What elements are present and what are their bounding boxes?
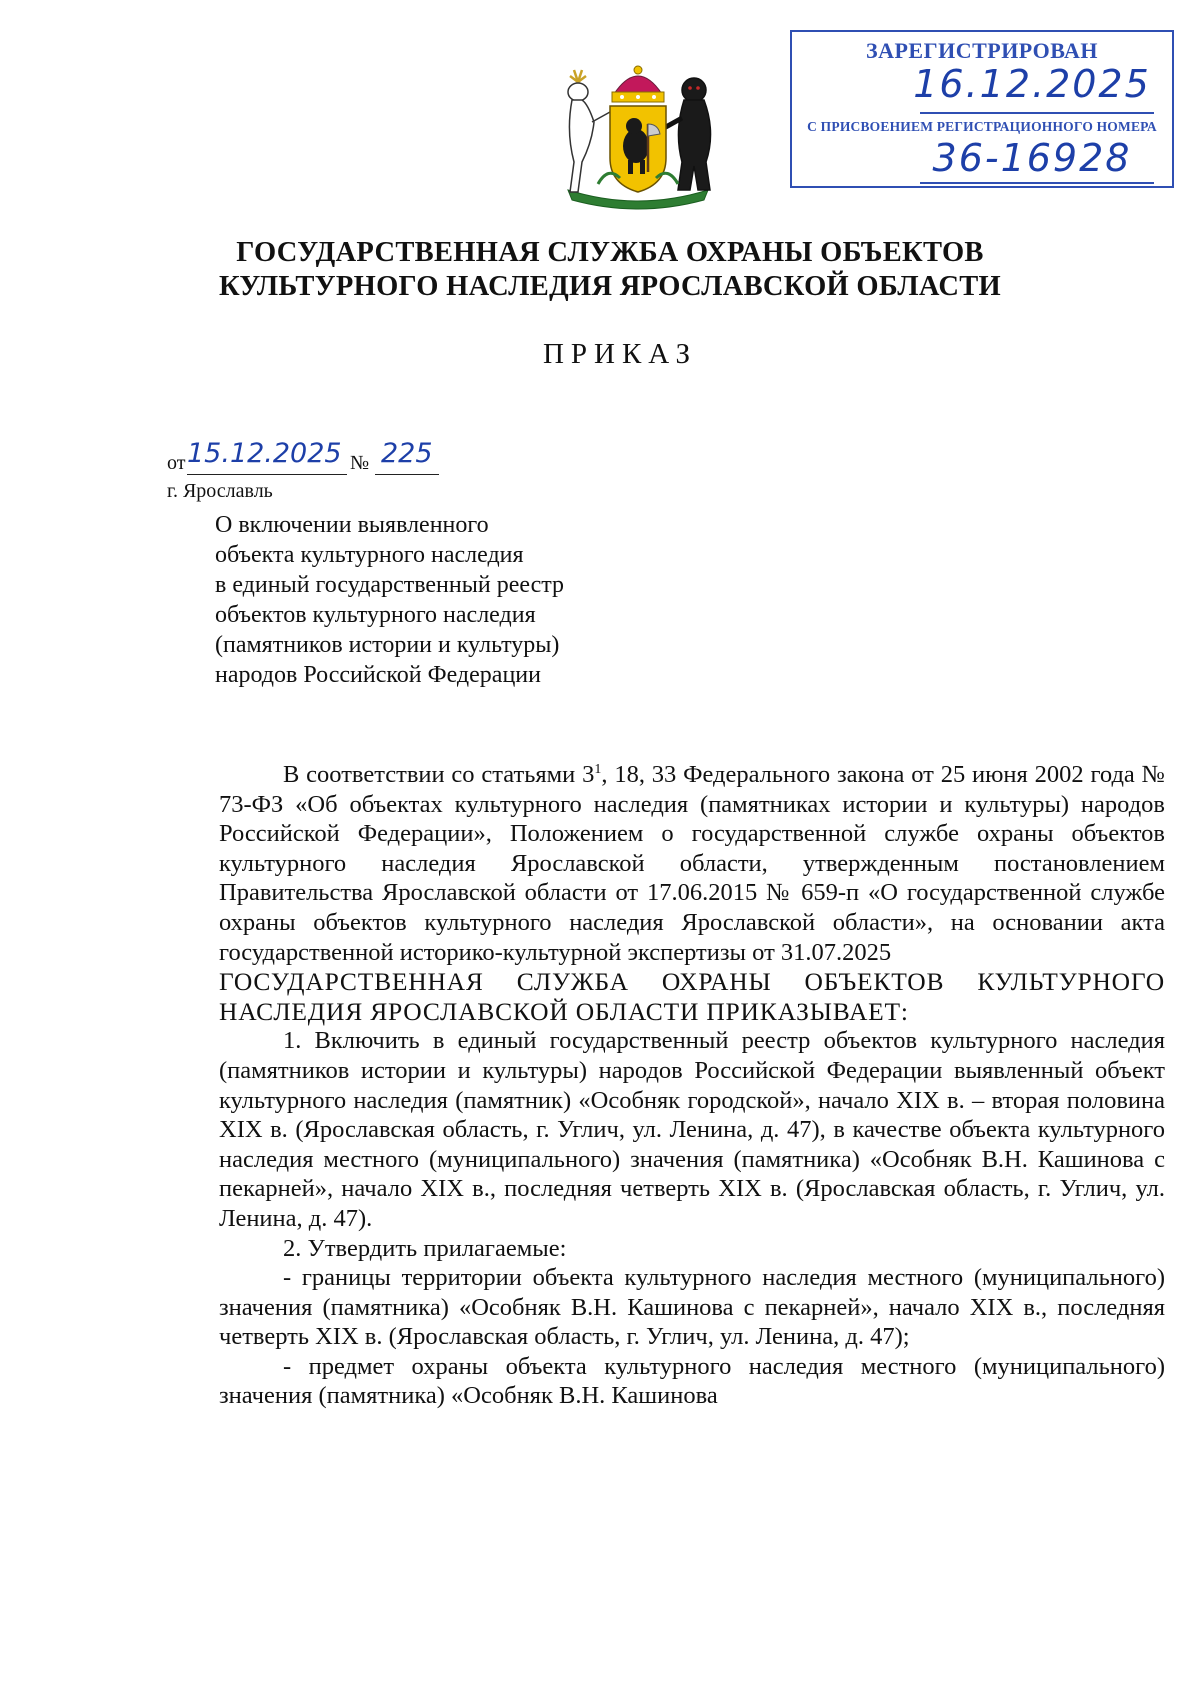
stamp-divider	[920, 112, 1154, 114]
stamp-title: ЗАРЕГИСТРИРОВАН	[865, 38, 1099, 63]
registration-stamp	[790, 30, 1174, 188]
article-superscript: 1	[594, 761, 602, 777]
subject-line: объекта культурного наследия	[215, 542, 524, 568]
yaroslavl-coat-of-arms-icon	[548, 62, 728, 212]
subject-line: народов Российской Федерации	[215, 662, 541, 688]
number-label: №	[350, 452, 370, 474]
order-item-2: 2. Утвердить прилагаемые:	[283, 1234, 567, 1262]
subject-line: объектов культурного наследия	[215, 602, 536, 628]
subject-line: (памятников истории и культуры)	[215, 632, 560, 658]
order-subitem-protection-subject: - предмет охраны объекта культурного наследия местного (муниципального) значения (памятника) «Особняк В.Н. Кашинова	[219, 1352, 1165, 1410]
preamble-text: , 18, 33 Федерального закона от 25 июня 2002 года № 73-ФЗ «Об объектах культурного наследия (памятниках истории и культуры) народов Российской Федерации», Положением о государственной службе охраны объектов культурного наследия Ярославской области, утвержденным постановлением Правительства Ярославской области от 17.06.2015 № 659-п «О государственной службе охраны объектов культурного наследия Ярославской области», на основании акта государственной историко-культурной экспертизы от 31.07.2025	[219, 761, 1165, 966]
organization-title-line: ГОСУДАРСТВЕННАЯ СЛУЖБА ОХРАНЫ ОБЪЕКТОВ	[236, 237, 984, 268]
order-body	[219, 760, 1165, 1411]
order-date-number	[167, 440, 507, 476]
city: г. Ярославль	[167, 480, 273, 502]
preamble-paragraph	[219, 760, 1165, 967]
stamp-subtitle: С ПРИСВОЕНИЕМ РЕГИСТРАЦИОННОГО НОМЕРА	[807, 119, 1157, 134]
subject-line: в единый государственный реестр	[215, 572, 565, 598]
organization-title	[120, 236, 1100, 304]
stamp-number: 36-16928	[932, 136, 1132, 180]
stamp-divider	[920, 182, 1154, 184]
ordering-clause: ГОСУДАРСТВЕННАЯ СЛУЖБА ОХРАНЫ ОБЪЕКТОВ КУЛЬТУРНОГО НАСЛЕДИЯ ЯРОСЛАВСКОЙ ОБЛАСТИ ПРИКАЗЫВАЕТ:	[219, 967, 1165, 1026]
order-subject	[215, 510, 695, 690]
order-item-1: 1. Включить в единый государственный реестр объектов культурного наследия (памятников истории и культуры) народов Российской Федерации выявленный объект культурного наследия (памятник) «Особняк городской», начало XIX в. – вторая половина XIX в. (Ярославская область, г. Углич, ул. Ленина, д. 47), в качестве объекта культурного наследия местного (муниципального) значения (памятника) «Особняк В.Н. Кашинова с пекарней», начало XIX в., последняя четверть XIX в. (Ярославская область, г. Углич, ул. Ленина, д. 47).	[219, 1027, 1165, 1232]
preamble-text: В соответствии со статьями 3	[283, 761, 595, 788]
subject-line: О включении выявленного	[215, 512, 489, 538]
date-underline	[187, 474, 347, 475]
order-date: 15.12.2025	[187, 438, 342, 469]
from-label: от	[167, 452, 186, 474]
order-subitem-territory: - границы территории объекта культурного наследия местного (муниципального) значения (памятника) «Особняк В.Н. Кашинова с пекарней», начало XIX в., последняя четверть XIX в. (Ярославская область, г. Углич, ул. Ленина, д. 47);	[219, 1264, 1165, 1351]
document-type: ПРИКАЗ	[542, 338, 698, 370]
order-number: 225	[381, 438, 433, 469]
stamp-date: 16.12.2025	[913, 62, 1151, 106]
organization-title-line: КУЛЬТУРНОГО НАСЛЕДИЯ ЯРОСЛАВСКОЙ ОБЛАСТИ	[218, 271, 1001, 302]
number-underline	[375, 474, 439, 475]
